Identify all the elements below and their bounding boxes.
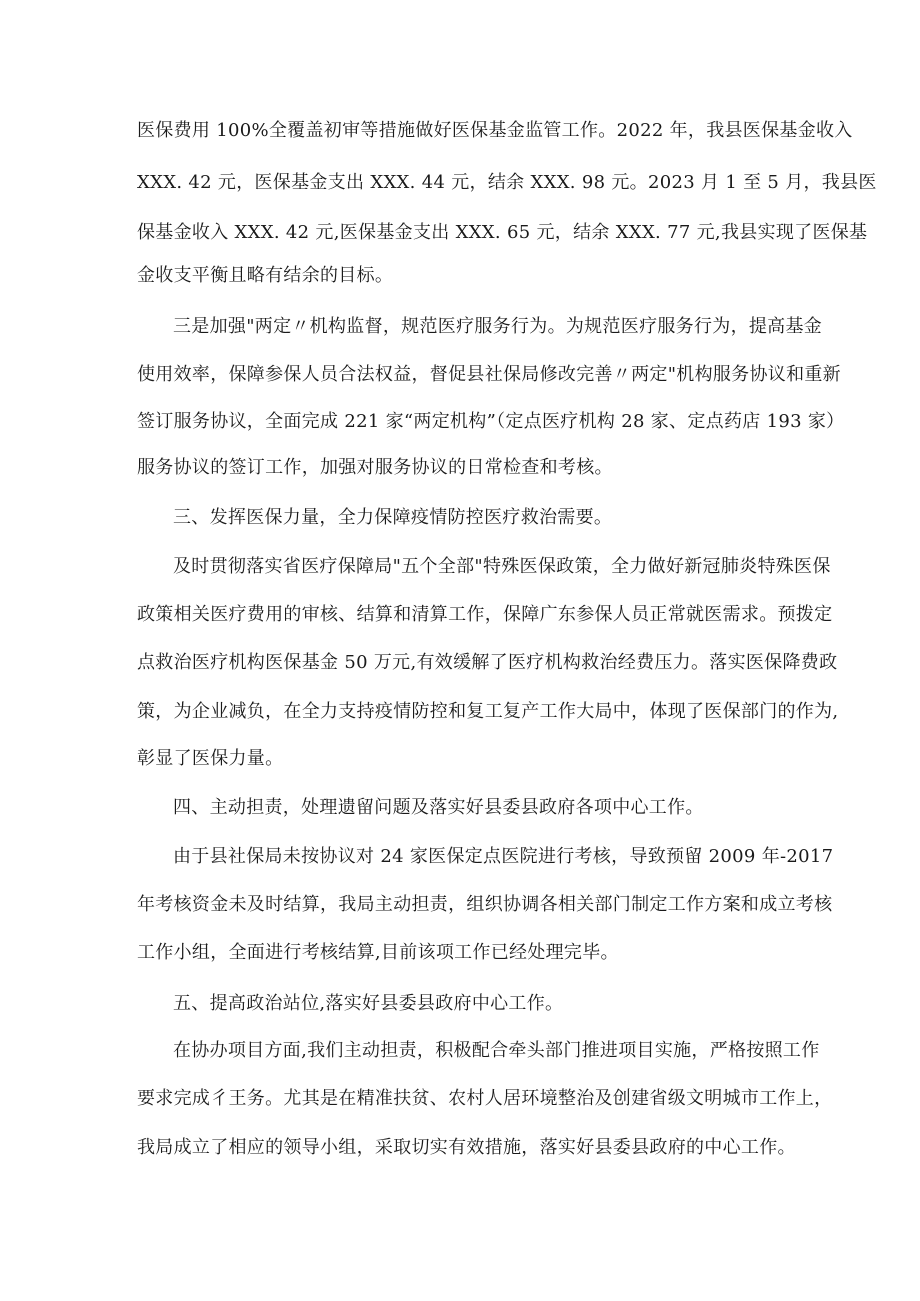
paragraph-line: 年考核资金未及时结算，我局主动担责，组织协调各相关部门制定工作方案和成立考核 [137, 894, 833, 915]
paragraph-line: 及时贯彻落实省医疗保障局"五个全部"特殊医保政策，全力做好新冠肺炎特殊医保 [173, 556, 831, 577]
paragraph-line: 三是加强"两定〃机构监督，规范医疗服务行为。为规范医疗服务行为，提高基金 [173, 316, 823, 337]
paragraph-line: 医保费用 100%全覆盖初审等措施做好医保基金监管工作。2022 年，我县医保基金收入 [137, 120, 853, 141]
paragraph-line: 由于县社保局未按协议对 24 家医保定点医院进行考核，导致预留 2009 年-2017 [173, 846, 834, 867]
paragraph-line: 签订服务协议，全面完成 221 家“两定机构”（定点医疗机构 28 家、定点药店 193 家） [137, 411, 845, 432]
section-heading: 五、提高政治站位,落实好县委县政府中心工作。 [173, 993, 564, 1014]
paragraph-line: 要求完成彳王务。尤其是在精准扶贫、农村人居环境整治及创建省级文明城市工作上， [137, 1088, 833, 1109]
paragraph-line: 彰显了医保力量。 [137, 748, 284, 769]
paragraph-line: 工作小组，全面进行考核结算,目前该项工作已经处理完毕。 [137, 942, 619, 963]
paragraph-line: 使用效率，保障参保人员合法权益，督促县社保局修改完善〃两定"机构服务协议和重新 [137, 364, 841, 385]
section-heading: 三、发挥医保力量，全力保障疫情防控医疗救治需要。 [173, 507, 613, 528]
paragraph-line: 策，为企业减负，在全力支持疫情防控和复工复产工作大局中，体现了医保部门的作为, [137, 701, 839, 722]
paragraph-line: 政策相关医疗费用的审核、结算和清算工作，保障广东参保人员正常就医需求。预拨定 [137, 604, 833, 625]
paragraph-line: 点救治医疗机构医保基金 50 万元,有效缓解了医疗机构救治经费压力。落实医保降费政 [137, 652, 838, 673]
paragraph-line: 在协办项目方面,我们主动担责，积极配合牵头部门推进项目实施，严格按照工作 [173, 1040, 820, 1061]
paragraph-line: 保基金收入 XXX. 42 元,医保基金支出 XXX. 65 元，结余 XXX. 77 元,我县实现了医保基 [137, 222, 868, 243]
paragraph-line: 我局成立了相应的领导小组，采取切实有效措施，落实好县委县政府的中心工作。 [137, 1137, 796, 1158]
paragraph-line: XXX. 42 元，医保基金支出 XXX. 44 元，结余 XXX. 98 元。2023 月 1 至 5 月，我县医 [137, 172, 877, 193]
paragraph-line: 金收支平衡且略有结余的目标。 [137, 265, 394, 286]
section-heading: 四、主动担责，处理遗留问题及落实好县委县政府各项中心工作。 [173, 797, 704, 818]
paragraph-line: 服务协议的签订工作，加强对服务协议的日常检查和考核。 [137, 457, 613, 478]
